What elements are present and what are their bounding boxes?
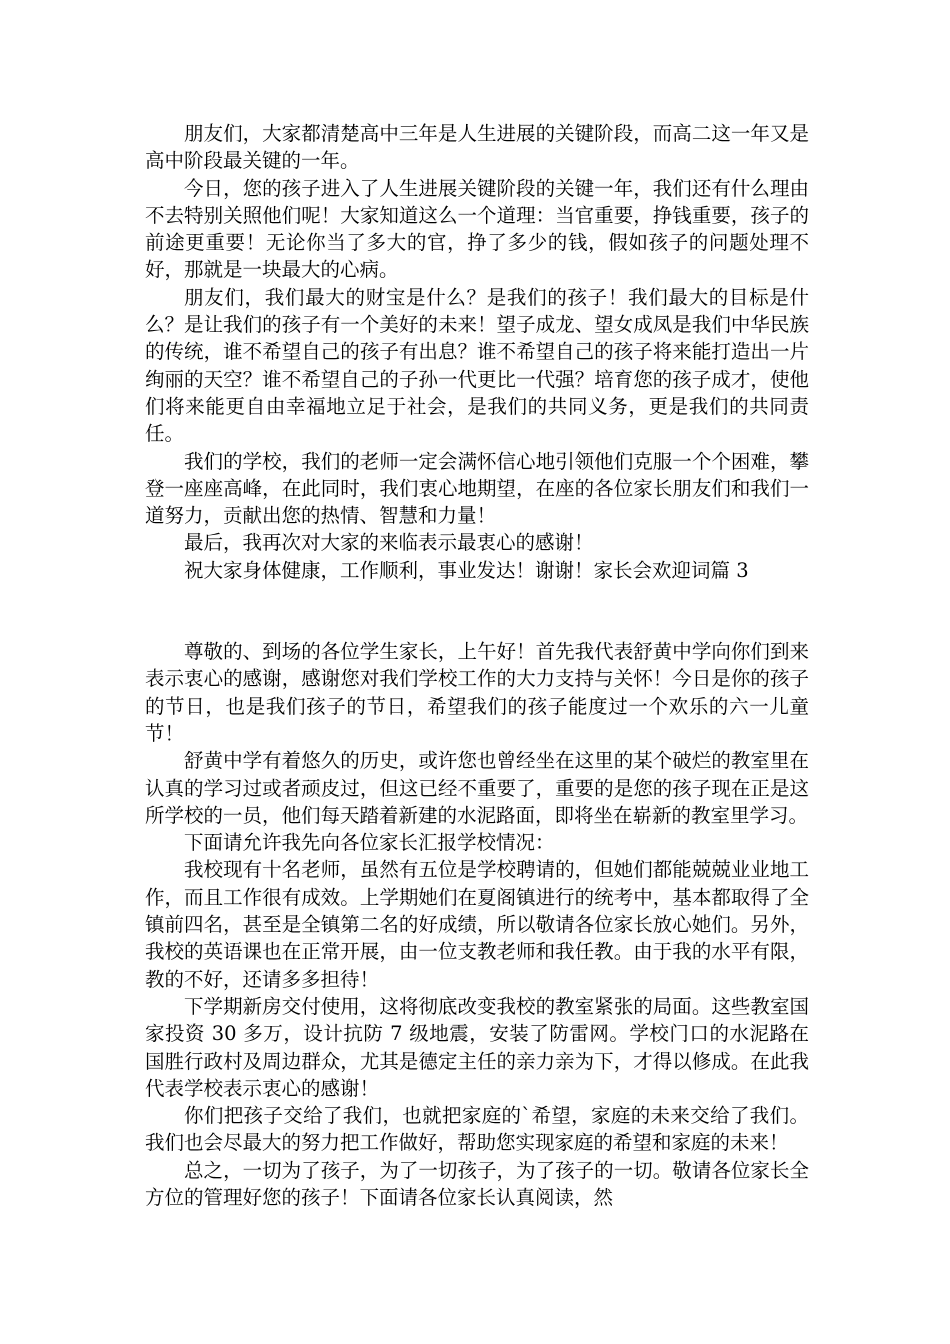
paragraph: 我们的学校，我们的老师一定会满怀信心地引领他们克服一个个困难，攀登一座座高峰，在此同时，我们衷心地期望，在座的各位家长朋友们和我们一道努力，贡献出您的热情、智慧和力量！: [145, 449, 809, 528]
paragraph: 你们把孩子交给了我们，也就把家庭的`希望，家庭的未来交给了我们。我们也会尽最大的努力把工作做好，帮助您实现家庭的希望和家庭的未来！: [145, 1104, 809, 1155]
paragraph: 今日，您的孩子进入了人生进展关键阶段的关键一年，我们还有什么理由不去特别关照他们呢！大家知道这么一个道理：当官重要，挣钱重要，孩子的前途更重要！无论你当了多大的官，挣了多少的钱，假如孩子的问题处理不好，那就是一块最大的心病。: [145, 176, 809, 282]
paragraph: 尊敬的、到场的各位学生家长，上午好！首先我代表舒黄中学向你们到来表示衷心的感谢，感谢您对我们学校工作的大力支持与关怀！今日是你的孩子的节日，也是我们孩子的节日，希望我们的孩子能度过一个欢乐的六一儿童节！: [145, 640, 809, 745]
paragraph: 我校现有十名老师，虽然有五位是学校聘请的，但她们都能兢兢业业地工作，而且工作很有成效。上学期她们在夏阁镇进行的统考中，基本都取得了全镇前四名，甚至是全镇第二名的好成绩，所以敬请各位家长放心她们。另外，我校的英语课也在正常开展，由一位支教老师和我任教。由于我的水平有限，教的不好，还请多多担待！: [145, 858, 809, 991]
paragraph: 最后，我再次对大家的来临表示最衷心的感谢！: [184, 531, 594, 555]
paragraph: 朋友们，大家都清楚高中三年是人生进展的关键阶段，而高二这一年又是高中阶段最关键的一年。: [145, 122, 809, 173]
paragraph: 朋友们，我们最大的财宝是什么？是我们的孩子！我们最大的目标是什么？是让我们的孩子有一个美好的未来！望子成龙、望女成凤是我们中华民族的传统，谁不希望自己的孩子有出息？谁不希望自己的孩子将来能打造出一片绚丽的天空？谁不希望自己的子孙一代更比一代强？培育您的孩子成才，使他们将来能更自由幸福地立足于社会，是我们的共同义务，更是我们的共同责任。: [145, 285, 809, 446]
paragraph: 舒黄中学有着悠久的历史，或许您也曾经坐在这里的某个破烂的教室里在认真的学习过或者顽皮过，但这已经不重要了，重要的是您的孩子现在正是这所学校的一员，他们每天踏着新建的水泥路面，即将坐在崭新的教室里学习。: [145, 749, 809, 827]
section-gap: [145, 584, 809, 638]
document-page: [145, 120, 809, 1211]
paragraph: 祝大家身体健康，工作顺利，事业发达！谢谢！家长会欢迎词篇 3: [184, 558, 749, 582]
paragraph: 总之，一切为了孩子，为了一切孩子，为了孩子的一切。敬请各位家长全方位的管理好您的孩子！下面请各位家长认真阅读，然: [145, 1158, 809, 1209]
paragraph: 下面请允许我先向各位家长汇报学校情况：: [184, 831, 555, 855]
paragraph: 下学期新房交付使用，这将彻底改变我校的教室紧张的局面。这些教室国家投资 30 多万，设计抗防 7 级地震，安装了防雷网。学校门口的水泥路在国胜行政村及周边群众，尤其是德定主任的亲力亲为下，才得以修成。在此我代表学校表示衷心的感谢！: [145, 994, 809, 1100]
